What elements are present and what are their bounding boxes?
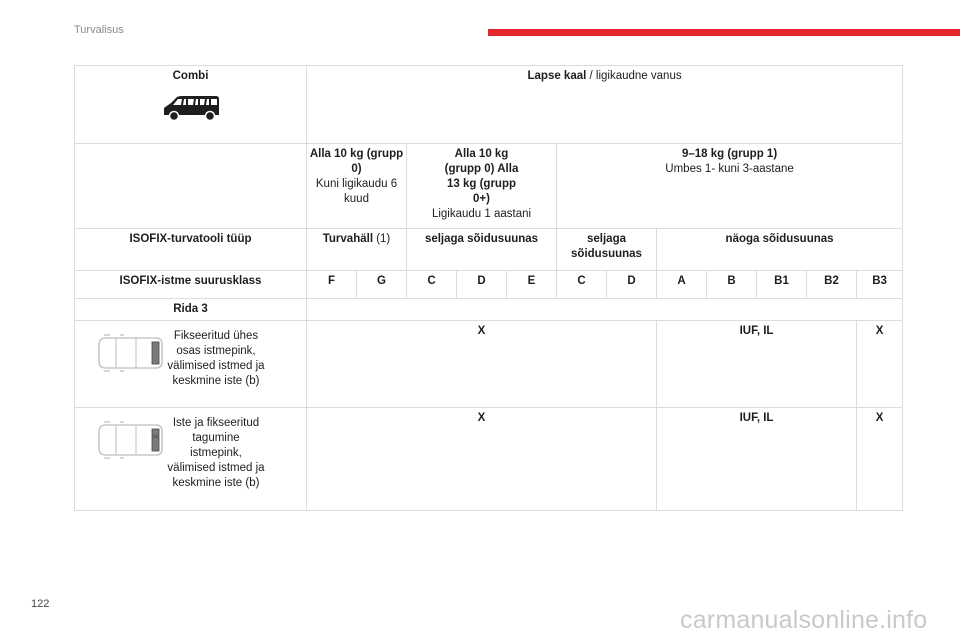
- weight-group-1: [407, 144, 557, 229]
- weight-group-2: [557, 144, 903, 229]
- config-value-forward: IUF, IL: [657, 408, 857, 511]
- weight-group-0: [307, 144, 407, 229]
- size-class-cell: B2: [807, 271, 857, 299]
- car-type-cell: [75, 66, 307, 144]
- row-label-span: [307, 299, 903, 321]
- seat-type-rear-2: seljaga sõidusuunas: [557, 229, 657, 271]
- seat-plan-icon: [96, 420, 166, 460]
- seat-type-label: ISOFIX-turvatooli tüüp: [75, 229, 307, 271]
- size-class-cell: C: [557, 271, 607, 299]
- config-value-b3: X: [857, 408, 903, 511]
- config-cell: [75, 321, 307, 408]
- seat-type-rear-1: seljaga sõidusuunas: [407, 229, 557, 271]
- weight-title-cell: [307, 66, 903, 144]
- weight-title-rest: / ligikaudne vanus: [586, 70, 682, 82]
- watermark: carmanualsonline.info: [680, 606, 928, 634]
- size-class-cell: G: [357, 271, 407, 299]
- config-value-cot-rear: X: [307, 408, 657, 511]
- size-class-cell: D: [457, 271, 507, 299]
- cot-note: (1): [373, 233, 391, 245]
- section-title: Turvalisus: [74, 24, 124, 36]
- weight-group-1-bold: Alla 10 kg (grupp 0) Alla 13 kg (grupp 0+): [444, 148, 519, 205]
- accent-bar: [488, 29, 960, 36]
- weight-group-2-bold: 9–18 kg (grupp 1): [681, 148, 778, 160]
- weight-group-2-plain: Umbes 1- kuni 3-aastane: [665, 163, 794, 175]
- weight-group-0-bold: Alla 10 kg (grupp 0): [309, 148, 404, 175]
- config-value-forward: IUF, IL: [657, 321, 857, 408]
- size-class-cell: E: [507, 271, 557, 299]
- seat-type-cot: [307, 229, 407, 271]
- config-value-b3: X: [857, 321, 903, 408]
- size-class-cell: B3: [857, 271, 903, 299]
- weight-group-0-plain: Kuni ligikaudu 6 kuud: [315, 178, 398, 205]
- config-cell: [75, 408, 307, 511]
- size-class-cell: F: [307, 271, 357, 299]
- size-class-cell: C: [407, 271, 457, 299]
- car-label: Combi: [172, 70, 209, 82]
- size-class-cell: A: [657, 271, 707, 299]
- size-class-label: ISOFIX-istme suurusklass: [75, 271, 307, 299]
- seat-type-forward: näoga sõidusuunas: [657, 229, 903, 271]
- size-class-cell: B1: [757, 271, 807, 299]
- weight-group-1-plain: Ligikaudu 1 aastani: [431, 208, 532, 220]
- size-class-cell: D: [607, 271, 657, 299]
- cot-label: Turvahäll: [322, 233, 374, 245]
- van-icon: [161, 94, 221, 122]
- config-description: Iste ja fikseeritud tagumine istmepink, välimised istmed ja keskmine iste (b): [167, 417, 265, 489]
- seat-plan-icon: [96, 333, 166, 373]
- weights-empty-cell: [75, 144, 307, 229]
- config-description: Fikseeritud ühes osas istmepink, välimised istmed ja keskmine iste (b): [167, 330, 265, 387]
- page-number: 122: [31, 598, 50, 610]
- config-value-cot-rear: X: [307, 321, 657, 408]
- row-label: Rida 3: [75, 299, 307, 321]
- size-class-cell: B: [707, 271, 757, 299]
- isofix-table: [74, 65, 903, 511]
- weight-title-bold: Lapse kaal: [527, 70, 587, 82]
